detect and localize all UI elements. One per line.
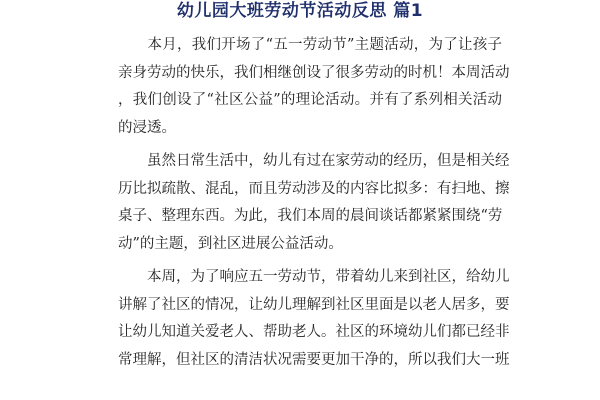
paragraph-line: 本月，我们开场了“五一劳动节”主题活动，为了让孩子	[118, 37, 502, 53]
paragraph-line: ，我们创设了“社区公益”的理论活动。并有了系列相关活动	[118, 92, 502, 108]
paragraph-3	[118, 264, 510, 374]
paragraph-line: 讲解了社区的情况，让幼儿理解到社区里面是以老人居多，要	[118, 296, 510, 313]
document-body	[118, 32, 510, 380]
document-title: 幼儿园大班劳动节活动反思 篇1	[176, 1, 424, 21]
paragraph-line: 的浸透。	[118, 119, 176, 136]
paragraph-line: 常理解，但社区的清洁状况需要更加干净的，所以我们大一班	[118, 351, 510, 368]
paragraph-line: 虽然日常生活中，幼儿有过在家劳动的经历，但是相关经	[118, 153, 510, 169]
paragraph-line: 桌子、整理东西。为此，我们本周的晨间谈话都紧紧围绕“劳	[118, 208, 503, 224]
paragraph-line: 让幼儿知道关爱老人、帮助老人。社区的环境幼儿们都已经非	[118, 324, 510, 340]
paragraph-1	[118, 32, 510, 142]
paragraph-line: 历比拟疏散、混乱，而且劳动涉及的内容比拟多：有扫地、擦	[118, 180, 510, 197]
paragraph-2	[118, 148, 510, 258]
paragraph-line: 本周，为了响应五一劳动节，带着幼儿来到社区，给幼儿	[118, 269, 510, 285]
paragraph-line: 动”的主题，到社区进展公益活动。	[118, 235, 343, 252]
paragraph-line: 亲身劳动的快乐，我们相继创设了很多劳动的时机！本周活动	[118, 64, 510, 81]
